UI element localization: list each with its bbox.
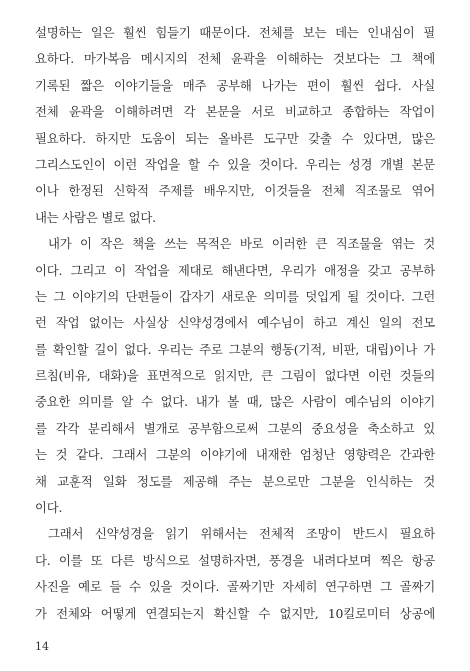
paragraph (35, 20, 435, 231)
text-line: 다. 이를 또 다른 방식으로 설명하자면, 풍경을 내려다보며 찍은 항공 (35, 552, 435, 568)
text-line: 요하다. 마가복음 메시지의 전체 윤곽을 이해하는 것보다는 그 책에 (35, 51, 435, 67)
body-text (35, 20, 435, 627)
paragraph (35, 521, 435, 627)
text-line: 전체 윤곽을 이해하려면 각 본문을 서로 비교하고 종합하는 작업이 (35, 104, 435, 120)
paragraph (35, 231, 435, 521)
text-line: 내는 사람은 별로 없다. (35, 209, 156, 225)
text-line: 중요한 의미를 알 수 없다. 내가 볼 때, 많은 사람이 예수님의 이야기 (35, 394, 435, 410)
text-line: 이다. 그리고 이 작업을 제대로 해낸다면, 우리가 애정을 갖고 공부하 (35, 262, 435, 278)
text-line: 는 것 같다. 그래서 그분의 이야기에 내재한 엄청난 영향력은 간과한 (35, 447, 435, 463)
text-line: 가 전체와 어떻게 연결되는지 확신할 수 없지만, 10킬로미터 상공에 (35, 605, 435, 621)
text-line: 그리스도인이 이런 작업을 할 수 있을 것이다. 우리는 성경 개별 본문 (35, 156, 435, 172)
text-line: 이나 한정된 신학적 주제를 배우지만, 이것들을 전체 직조물로 엮어 (35, 183, 435, 199)
text-line: 설명하는 일은 훨씬 힘들기 때문이다. 전체를 보는 데는 인내심이 필 (35, 25, 435, 40)
text-line: 채 교훈적 일화 정도를 제공해 주는 분으로만 그분을 인식하는 것 (35, 473, 435, 489)
text-line: 는 그 이야기의 단편들이 갑자기 새로운 의미를 덧입게 될 것이다. 그런 (35, 288, 435, 304)
page-number: 14 (35, 640, 49, 653)
text-line: 내가 이 작은 책을 쓰는 목적은 바로 이러한 큰 직조물을 엮는 것 (48, 236, 435, 252)
text-line: 그래서 신약성경을 읽기 위해서는 전체적 조망이 반드시 필요하 (48, 526, 435, 542)
text-line: 필요하다. 하지만 도움이 되는 올바른 도구만 갖출 수 있다면, 많은 (35, 130, 435, 146)
text-line: 런 작업 없이는 사실상 신약성경에서 예수님이 하고 계신 일의 전모 (35, 315, 435, 331)
text-line: 사진을 예로 들 수 있을 것이다. 골짜기만 자세히 연구하면 그 골짜기 (35, 579, 435, 595)
text-line: 이다. (35, 500, 63, 516)
text-line: 를 확인할 길이 없다. 우리는 주로 그분의 행동(기적, 비판, 대립)이나 가 (35, 341, 435, 357)
text-line: 기록된 짧은 이야기들을 매주 공부해 나가는 편이 훨씬 쉽다. 사실 (35, 77, 435, 93)
text-line: 를 각각 분리해서 별개로 공부함으로써 그분의 중요성을 축소하고 있 (35, 420, 435, 436)
text-line: 르침(비유, 대화)을 표면적으로 읽지만, 큰 그림이 없다면 이런 것들의 (35, 368, 435, 384)
